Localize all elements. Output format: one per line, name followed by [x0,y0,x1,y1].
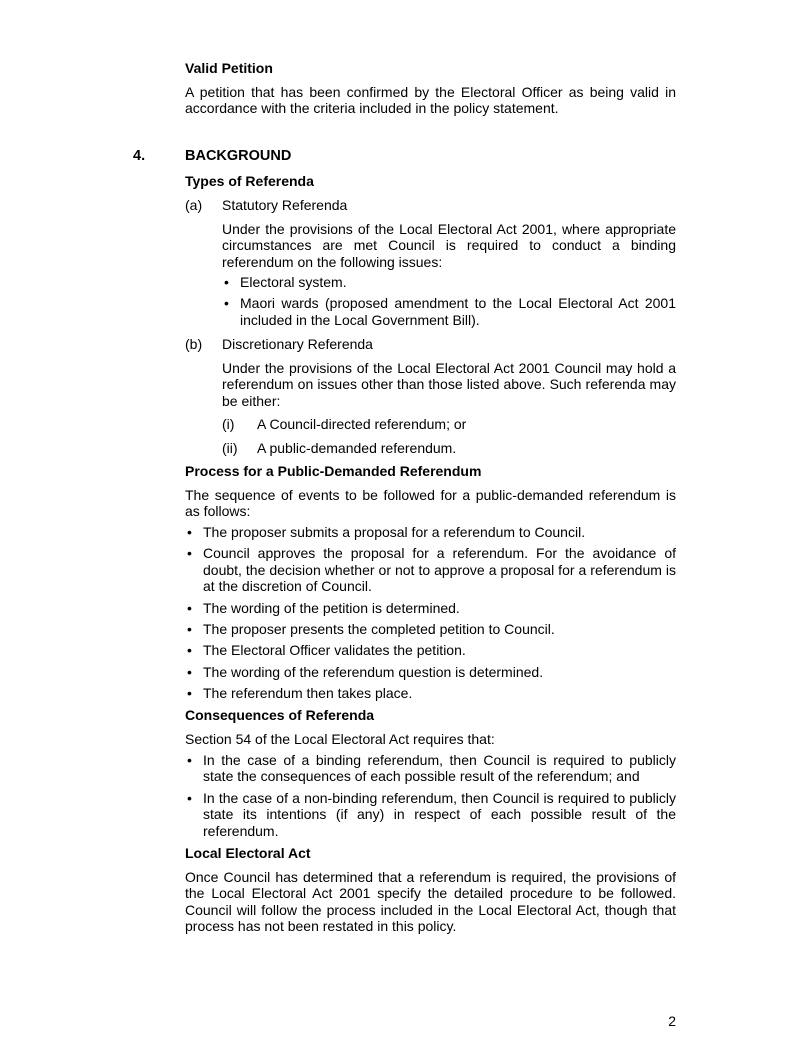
list-item: • The proposer submits a proposal for a referendum to Council. [185,524,676,540]
list-item: • Electoral system. [222,274,676,290]
subsection-b-title: Discretionary Referenda [222,336,373,352]
list-item: • Maori wards (proposed amendment to the Local Electoral Act 2001 included in the Local Government Bill). [222,295,676,328]
consequences-bullet-list [185,752,676,839]
subsection-a-title: Statutory Referenda [222,197,348,213]
valid-petition-heading: Valid Petition [185,60,273,76]
list-item: • The Electoral Officer validates the petition. [185,642,676,658]
list-item: • The referendum then takes place. [185,685,676,701]
discretionary-text: Under the provisions of the Local Electoral Act 2001 Council may hold a referendum on issues other than those listed above. Such referenda may be either: [222,360,676,409]
local-act-text: Once Council has determined that a referendum is required, the provisions of the Local Electoral Act 2001 specify the detailed procedure to be followed. Council will follow the process included in the Local Electoral Act, though that process has not been restated in this policy. [185,869,676,935]
process-heading: Process for a Public-Demanded Referendum [185,463,482,479]
roman-label: (ii) [222,440,238,456]
valid-petition-text: A petition that has been confirmed by the Electoral Officer as being valid in accordance with the criteria included in the policy statement. [185,84,676,117]
list-item: • Council approves the proposal for a referendum. For the avoidance of doubt, the decision whether or not to approve a proposal for a referendum is at the discretion of Council. [185,545,676,594]
statutory-text: Under the provisions of the Local Electoral Act 2001, where appropriate circumstances are met Council is required to conduct a binding referendum on the following issues: [222,221,676,270]
list-item: • In the case of a binding referendum, then Council is required to publicly state the consequences of each possible result of the referendum; and [185,752,676,785]
subsection-a-label: (a) [185,197,203,213]
process-bullet-list [185,524,676,702]
list-item: • The wording of the petition is determined. [185,600,676,616]
consequences-heading: Consequences of Referenda [185,707,375,723]
section-number: 4. [133,148,146,164]
subsection-a [185,197,676,215]
subsection-b [185,336,676,354]
local-act-heading: Local Electoral Act [185,845,311,861]
section-title: BACKGROUND [185,148,292,164]
roman-text: A public-demanded referendum. [257,440,457,456]
roman-text: A Council-directed referendum; or [257,416,467,432]
list-item: • In the case of a non-binding referendum, then Council is required to publicly state its intentions (if any) in respect of each possible result of the referendum. [185,790,676,839]
consequences-intro: Section 54 of the Local Electoral Act requires that: [185,731,495,747]
roman-label: (i) [222,416,235,432]
statutory-bullet-list [222,274,676,328]
roman-item-ii [222,440,676,458]
subsection-b-label: (b) [185,336,203,352]
page-number: 2 [668,1013,676,1029]
list-item: • The wording of the referendum question is determined. [185,664,676,680]
types-heading: Types of Referenda [185,173,314,189]
list-item: • The proposer presents the completed petition to Council. [185,621,676,637]
roman-item-i [222,416,676,434]
process-intro: The sequence of events to be followed for a public-demanded referendum is as follows: [185,487,676,520]
